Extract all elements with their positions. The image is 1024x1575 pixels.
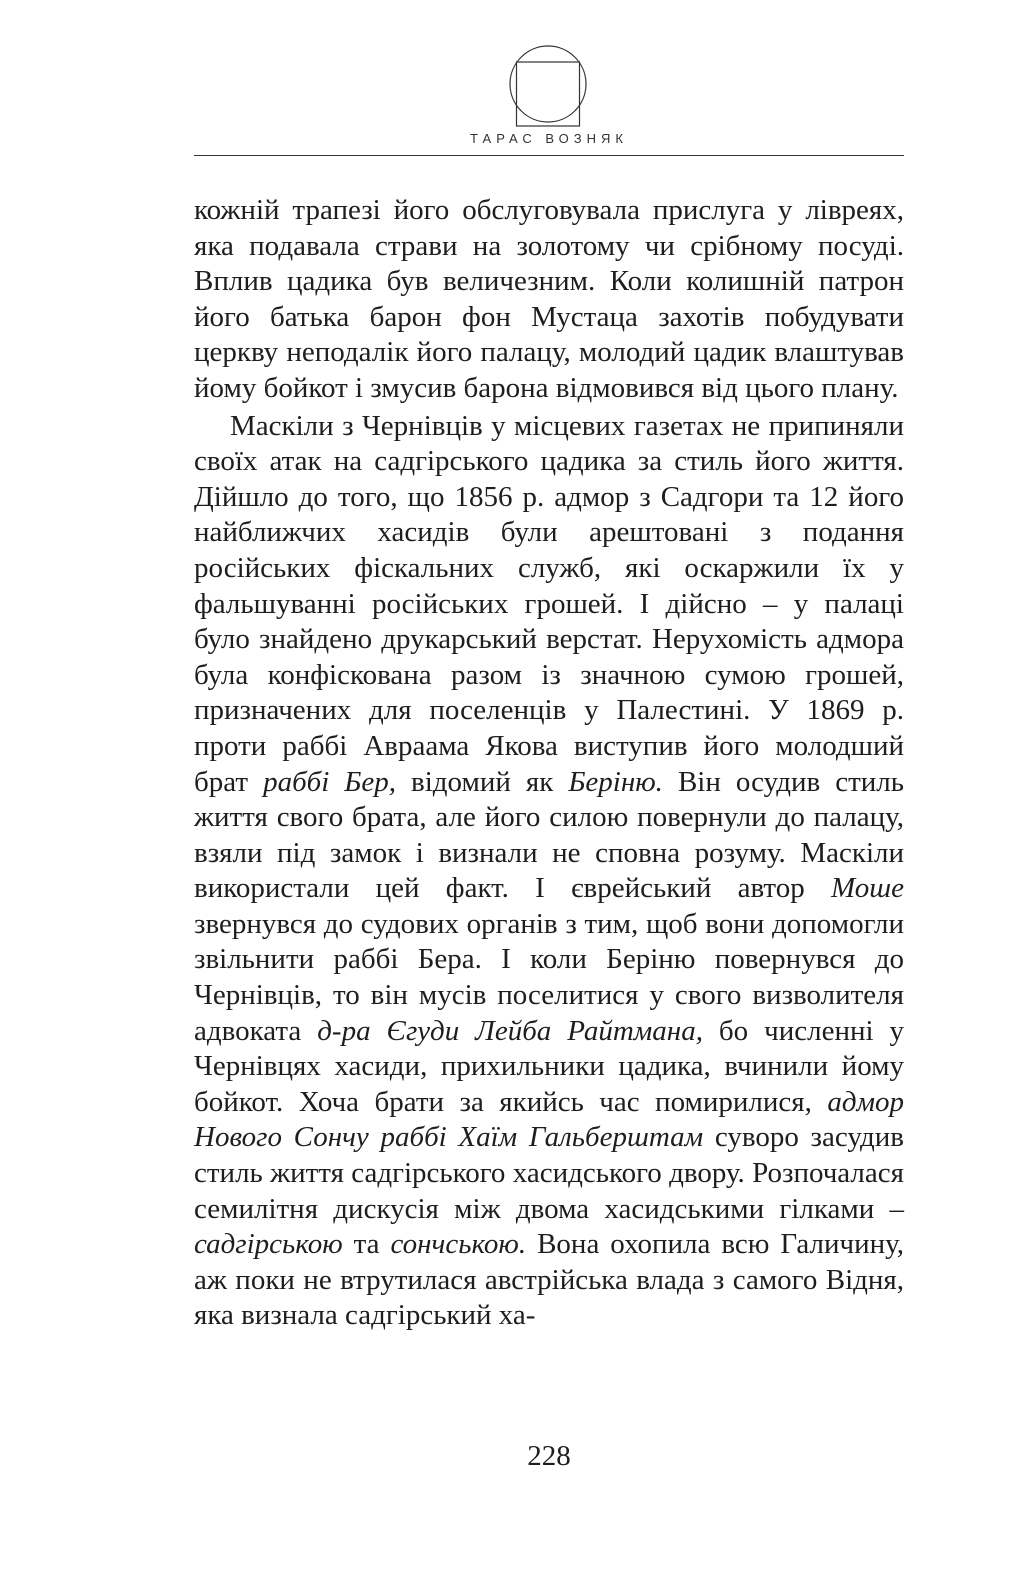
italic-name: раббі Бер, bbox=[263, 765, 397, 798]
text-segment: суворо засудив стиль життя садгірського хасидського двору. Розпочалася семилітня дискусія між двома хасидськими гілками – bbox=[194, 1121, 904, 1225]
italic-name: адмор Нового Сончу раббі Хаїм Гальберштам bbox=[194, 1085, 904, 1154]
text-segment: Він осудив стиль життя свого брата, але його силою повернули до палацу, взяли під замок і визнали не сповна розуму. Маскіли використали цей факт. І єврейський автор bbox=[194, 765, 904, 905]
text-segment: бо численні у Чернівцях хасиди, прихильники цадика, вчинили йому бойкот. Хоча брати за якийсь час помирилися, bbox=[194, 1014, 905, 1118]
page-number: 228 bbox=[527, 1440, 571, 1472]
italic-name: Берiню. bbox=[568, 765, 663, 798]
italic-name: садгірською bbox=[194, 1228, 343, 1261]
text-segment: Вона охопила всю Галичину, аж поки не втрутилася австрійська влада з самого Відня, яка визнала садгірський ха- bbox=[194, 1228, 904, 1332]
running-head: ТАРАС ВОЗНЯК bbox=[470, 131, 628, 146]
italic-name: Моше bbox=[830, 872, 904, 905]
italic-name: д-ра Єгуди Лейба Райтмана, bbox=[317, 1014, 703, 1047]
text-segment: Маскіли з Чернівців у місцевих газетах не припиняли своїх атак на садгірського цадика за стиль його життя. Дійшло до того, що 1856 р. адмор з Садгори та 12 його найближчих хасидів були арештовані з подання російських фіскальних служб, які оскаржили їх у фальшуванні російських грошей. І дійсно – у палаці було знайдено друкарський верстат. Нерухомість адмора була конфіскована разом із значною сумою грошей, призначених для поселенців у Палестині. У 1869 р. проти раббі Авраама Якова виступив його молодший брат bbox=[194, 409, 904, 798]
circle-square-emblem-icon bbox=[508, 44, 588, 128]
italic-name: сончською. bbox=[390, 1228, 527, 1261]
header-rule bbox=[194, 155, 904, 156]
main-text bbox=[194, 193, 904, 1334]
text-segment: відомий як bbox=[396, 765, 569, 798]
paragraph-1: кожній трапезі його обслуговувала прислуга у лівреях, яка подавала страви на золотому чи срібному посуді. Вплив цадика був величезним. Коли колишній патрон його батька барон фон Мустаца захотів побудувати церкву неподалік його палацу, молодий цадик влаштував йому бойкот і змусив барона відмовився від цього плану. bbox=[194, 194, 904, 404]
text-segment: звернувся до судових органів з тим, щоб вони допомогли звільнити раббі Бера. І коли Берiню повернувся до Чернівців, то він мусів поселитися у свого визволителя адвоката bbox=[194, 907, 904, 1047]
text-segment: та bbox=[342, 1228, 391, 1261]
paragraph-2 bbox=[194, 409, 904, 1334]
